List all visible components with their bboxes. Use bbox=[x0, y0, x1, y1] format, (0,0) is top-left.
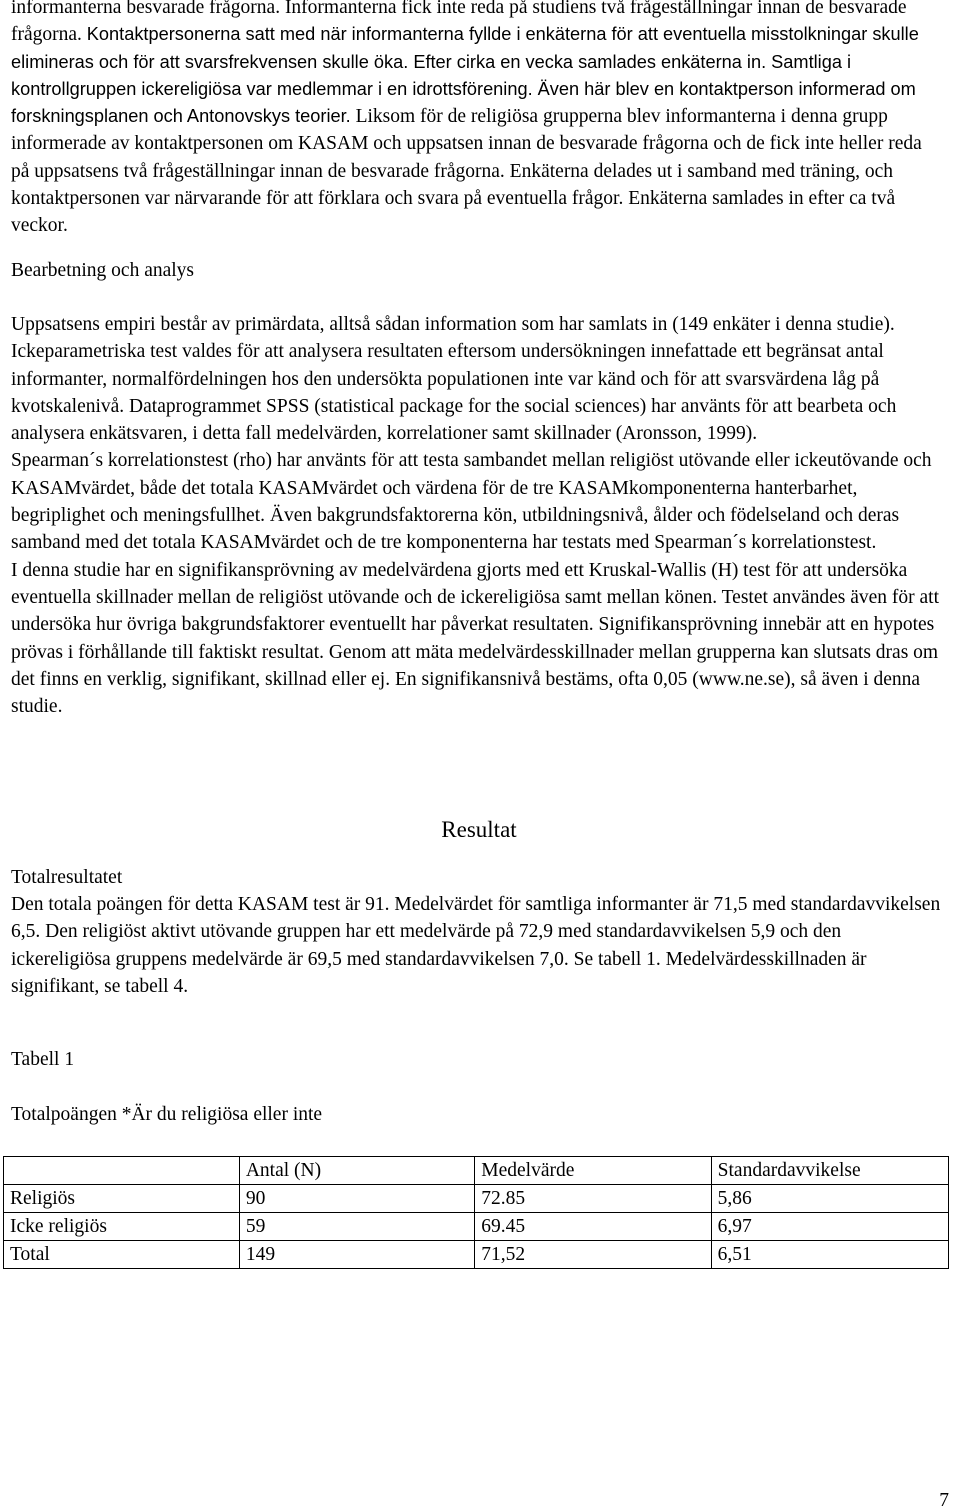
mean-cell: 69.45 bbox=[475, 1212, 711, 1240]
page-number: 7 bbox=[939, 1490, 949, 1511]
analysis-paragraph-1: Uppsatsens empiri består av primärdata, alltså sådan information som har samlats in (149 enkäter i denna studie). Ickeparametriska test valdes för att analysera resultaten eftersom undersökningen innefattade ett begränsat antal informanter, normalfördelningen hos den undersökta populationen inte var känd och för att svarsvärdena låg på kvotskalenivå. Dataprogrammet SPSS (statistical package for the social sciences) har använts för att bearbeta och analysera enkätsvaren, i detta fall medelvärden, korrelationer samt skillnader (Aronsson, 1999). bbox=[11, 313, 897, 445]
method-text-sans: Kontaktpersonerna satt med när informanterna fyllde i enkäterna för att eventuella misstolkningar skulle elimineras och för att svarsfrekvensen skulle öka. Efter cirka en vecka samlades enkäterna in. Samtliga i kontrollgruppen ickereligiösa var medlemmar i en idrottsförening. Även här blev en kontaktperson informerad om forskningsplanen och Antonovskys teorier. bbox=[11, 24, 919, 127]
method-text-serif-continued: Liksom för de religiösa grupperna blev informanterna i denna grupp informerade av kontaktpersonen om KASAM och uppsatsen innan de besvarade frågorna och de fick inte heller reda på uppsatsens två frågeställningar innan de besvarade frågorna. Enkäterna delades ut i samband med träning, och kontaktpersonen var närvarande för att förklara och svara på eventuella frågor. Enkäterna samlades in efter ca två veckor. bbox=[11, 106, 922, 237]
analysis-paragraph-2: Spearman´s korrelationstest (rho) har använts för att testa sambandet mellan religiöst utövande eller ickeutövande och KASAMvärdet, både det totala KASAMvärdet och värdena för de tre KASAMkomponenterna hanterbarhet, begriplighet och meningsfullhet. Även bakgrundsfaktorerna kön, utbildningsnivå, ålder och födelseland och deras samband med det totala KASAMvärdet och de tre komponenterna har testats med Spearman´s korrelationstest. bbox=[11, 450, 932, 554]
method-paragraph bbox=[11, 0, 941, 240]
std-dev-cell: 6,51 bbox=[711, 1240, 948, 1268]
table-header-row bbox=[4, 1156, 949, 1184]
results-heading: Resultat bbox=[441, 817, 517, 843]
total-results-paragraph: Den totala poängen för detta KASAM test är 91. Medelvärdet för samtliga informanter är 71,5 med standardavvikelsen 6,5. Den religiöst aktivt utövande gruppen har ett medelvärde på 72,9 med standardavvikelsen 5,9 och den ickereligiösa gruppens medelvärde är 69,5 med standardavvikelsen 7,0. Se tabell 1. Medelvärdesskillnaden är signifikant, se tabell 4. bbox=[11, 894, 941, 997]
mean-cell: 72.85 bbox=[475, 1184, 711, 1212]
table-row bbox=[4, 1212, 949, 1240]
std-dev-cell: 5,86 bbox=[711, 1184, 948, 1212]
mean-cell: 71,52 bbox=[475, 1240, 711, 1268]
header-cell-mean: Medelvärde bbox=[475, 1156, 711, 1184]
header-cell-empty bbox=[4, 1156, 240, 1184]
count-cell: 149 bbox=[239, 1240, 474, 1268]
header-cell-std-dev: Standardavvikelse bbox=[711, 1156, 948, 1184]
row-label-cell: Total bbox=[4, 1240, 240, 1268]
table-subtitle: Totalpoängen *Är du religiösa eller inte bbox=[11, 1103, 323, 1125]
method-text-serif: informanterna besvarade frågorna. Informanterna fick inte reda på studiens två frågeställningar innan de besvarade frågorna. bbox=[11, 0, 907, 46]
document-page bbox=[11, 0, 941, 1269]
row-label-cell: Icke religiös bbox=[4, 1212, 240, 1240]
std-dev-cell: 6,97 bbox=[711, 1212, 948, 1240]
count-cell: 59 bbox=[239, 1212, 474, 1240]
table-caption: Tabell 1 bbox=[11, 1049, 75, 1071]
table-row bbox=[4, 1184, 949, 1212]
table-row bbox=[4, 1240, 949, 1268]
header-cell-count: Antal (N) bbox=[239, 1156, 474, 1184]
analysis-heading: Bearbetning och analys bbox=[11, 259, 195, 281]
statistics-table bbox=[3, 1156, 949, 1269]
row-label-cell: Religiös bbox=[4, 1184, 240, 1212]
count-cell: 90 bbox=[239, 1184, 474, 1212]
total-results-subheading: Totalresultatet bbox=[11, 866, 123, 888]
analysis-paragraph-3: I denna studie har en signifikansprövning av medelvärdena gjorts med ett Kruskal-Wallis (H) test för att undersöka eventuella skillnader mellan de religiöst utövande och de ickereligiösa samt mellan könen. Testet användes även för att undersöka hur övriga bakgrundsfaktorer eventuellt har påverkat resultaten. Signifikansprövning innebär att en hypotes prövas i förhållande till faktiskt resultat. Genom att mäta medelvärdesskillnader mellan grupperna kan slutsats dras om det finns en verklig, signifikant, skillnad eller ej. En signifikansnivå bestäms, ofta 0,05 (www.ne.se), så även i denna studie. bbox=[11, 559, 940, 718]
